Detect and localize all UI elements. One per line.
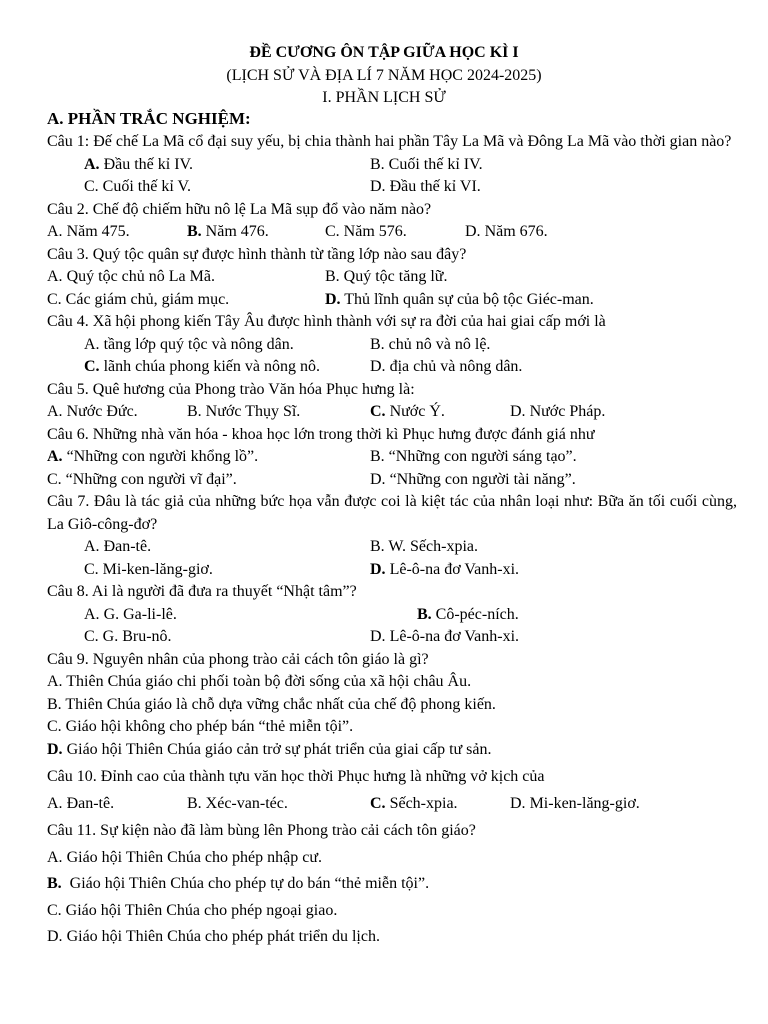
option-d xyxy=(47,926,380,949)
option-row xyxy=(47,446,737,469)
option-c xyxy=(84,176,191,199)
question-text: Câu 1: Đế chế La Mã cổ đại suy yếu, bị chia thành hai phần Tây La Mã và Đông La Mã vào thời gian nào? xyxy=(47,133,732,150)
option-c xyxy=(370,793,458,816)
option-c xyxy=(84,559,213,582)
part-heading: I. PHẦN LỊCH SỬ xyxy=(322,89,446,106)
option-b xyxy=(47,873,429,896)
option-d xyxy=(325,289,594,312)
option-letter: C. xyxy=(370,794,386,812)
option-a xyxy=(47,266,215,289)
option-d xyxy=(370,469,576,492)
question-text: Câu 5. Quê hương của Phong trào Văn hóa Phục hưng là: xyxy=(47,380,415,398)
option-letter: B. xyxy=(370,448,385,465)
option-letter: D. xyxy=(370,470,386,488)
question-text: Câu 6. Những nhà văn hóa - khoa học lớn trong thời kì Phục hưng được đánh giá như xyxy=(47,425,595,443)
option-letter: D. xyxy=(370,560,386,578)
option-text: Năm 676. xyxy=(480,223,548,240)
option-text: Cuối thế kỉ IV. xyxy=(384,155,483,173)
question-10 xyxy=(47,766,737,815)
option-letter: B. xyxy=(187,794,202,812)
option-d xyxy=(370,176,481,199)
option-letter: B. xyxy=(370,155,385,173)
option-row xyxy=(47,221,737,244)
option-letter: A. xyxy=(47,848,63,866)
option-b xyxy=(370,334,490,357)
option-letter: A. xyxy=(84,605,100,623)
option-row xyxy=(47,356,737,379)
option-b xyxy=(187,793,288,816)
question-11 xyxy=(47,820,737,949)
option-text: Lê-ô-na đơ Vanh-xi. xyxy=(385,628,520,645)
option-text: Năm 476. xyxy=(201,223,269,240)
option-row xyxy=(47,847,737,870)
option-row xyxy=(47,154,737,177)
question-6 xyxy=(47,424,737,492)
option-text: Nước Đức. xyxy=(62,403,138,420)
option-letter: A. xyxy=(84,155,100,173)
option-a xyxy=(47,221,130,244)
option-c xyxy=(84,356,320,379)
question-9 xyxy=(47,649,737,762)
option-row xyxy=(47,559,737,582)
option-text: tầng lớp quý tộc và nông dân. xyxy=(99,335,294,353)
option-letter: C. xyxy=(84,358,100,375)
option-text: Sếch-xpia. xyxy=(385,794,458,812)
option-c xyxy=(47,289,229,312)
option-letter: A. xyxy=(47,403,63,420)
option-a xyxy=(47,401,138,424)
option-c xyxy=(47,716,353,739)
option-c xyxy=(47,900,337,923)
option-text: Đầu thế kỉ VI. xyxy=(385,178,481,195)
question-5 xyxy=(47,379,737,424)
option-row xyxy=(47,334,737,357)
option-a xyxy=(84,536,151,559)
option-text: Xéc-van-téc. xyxy=(201,794,288,812)
option-b xyxy=(370,536,478,559)
option-b xyxy=(370,446,577,469)
option-letter: D. xyxy=(510,794,526,812)
option-letter: D. xyxy=(510,403,526,420)
option-row xyxy=(47,694,737,717)
option-letter: B. xyxy=(187,223,202,240)
option-letter: A. xyxy=(47,673,63,690)
option-text: “Những con người sáng tạo”. xyxy=(384,448,577,465)
question-text: Câu 3. Quý tộc quân sự được hình thành từ tầng lớp nào sau đây? xyxy=(47,245,467,263)
option-text: Mi-ken-lăng-giơ. xyxy=(525,794,640,812)
option-letter: D. xyxy=(47,740,63,758)
document-header xyxy=(0,0,768,110)
option-letter: C. xyxy=(47,718,62,735)
option-letter: A. xyxy=(47,448,63,465)
option-letter: B. xyxy=(417,605,432,623)
question-1 xyxy=(47,131,737,199)
option-a xyxy=(47,671,471,694)
option-text: “Những con người khổng lồ”. xyxy=(62,448,259,465)
option-c xyxy=(84,626,172,649)
option-text: chủ nô và nô lệ. xyxy=(384,335,491,353)
option-row xyxy=(47,469,737,492)
option-letter: A. xyxy=(47,268,63,285)
option-text: Thủ lĩnh quân sự của bộ tộc Giéc-man. xyxy=(340,290,594,308)
option-text: Lê-ô-na đơ Vanh-xi. xyxy=(385,560,520,578)
option-row xyxy=(47,266,737,289)
option-c xyxy=(47,469,237,492)
option-text: “Những con người vĩ đại”. xyxy=(61,470,237,488)
option-text: Cuối thế kỉ V. xyxy=(98,178,191,195)
option-text: Thiên Chúa giáo là chỗ dựa vững chắc nhất của chế độ phong kiến. xyxy=(61,695,496,713)
option-a xyxy=(84,334,294,357)
option-letter: D. xyxy=(370,178,386,195)
question-7 xyxy=(47,491,737,581)
option-text: Quý tộc tăng lữ. xyxy=(339,268,448,285)
option-text: Giáo hội Thiên Chúa cho phép ngoại giao. xyxy=(61,901,338,919)
option-row xyxy=(47,900,737,923)
option-row xyxy=(47,793,737,816)
question-2 xyxy=(47,199,737,244)
option-row xyxy=(47,873,737,896)
option-row xyxy=(47,289,737,312)
option-b xyxy=(187,221,269,244)
option-row xyxy=(47,401,737,424)
option-text: Giáo hội không cho phép bán “thẻ miễn tội”. xyxy=(61,718,354,735)
option-letter: C. xyxy=(325,223,340,240)
question-4 xyxy=(47,311,737,379)
option-letter: D. xyxy=(47,928,63,945)
option-letter: B. xyxy=(47,695,62,713)
question-text: Câu 10. Đỉnh cao của thành tựu văn học thời Phục hưng là những vở kịch của xyxy=(47,768,545,785)
option-letter: D. xyxy=(325,290,341,308)
option-text: Đan-tê. xyxy=(62,794,115,812)
option-text: Giáo hội Thiên Chúa cho phép phát triển du lịch. xyxy=(62,928,380,945)
option-letter: A. xyxy=(47,223,63,240)
option-text: G. Bru-nô. xyxy=(98,628,172,645)
option-letter: D. xyxy=(465,223,481,240)
option-b xyxy=(417,604,519,627)
option-letter: C. xyxy=(47,901,62,919)
option-letter: C. xyxy=(84,178,99,195)
option-row xyxy=(47,176,737,199)
option-c xyxy=(325,221,407,244)
option-text: Giáo hội Thiên Chúa giáo cản trở sự phát triển của giai cấp tư sản. xyxy=(62,740,492,758)
option-letter: D. xyxy=(370,358,386,375)
option-text: Đầu thế kỉ IV. xyxy=(99,155,194,173)
option-a xyxy=(47,793,114,816)
option-a xyxy=(47,446,258,469)
option-row xyxy=(47,604,737,627)
option-c xyxy=(370,401,445,424)
option-b xyxy=(47,694,496,717)
option-d xyxy=(370,626,519,649)
option-letter: C. xyxy=(370,403,386,420)
question-3 xyxy=(47,244,737,312)
option-text: lãnh chúa phong kiến và nông nô. xyxy=(99,358,320,375)
question-text: Câu 11. Sự kiện nào đã làm bùng lên Phong trào cải cách tôn giáo? xyxy=(47,822,476,839)
option-letter: B. xyxy=(370,335,385,353)
option-letter: C. xyxy=(84,628,99,645)
option-a xyxy=(84,154,193,177)
option-b xyxy=(187,401,300,424)
section-heading: A. PHẦN TRẮC NGHIỆM: xyxy=(47,109,251,128)
option-letter: B. xyxy=(325,268,340,285)
option-text: Mi-ken-lăng-giơ. xyxy=(98,560,213,578)
option-letter: B. xyxy=(370,538,385,555)
option-row xyxy=(47,739,737,762)
option-letter: B. xyxy=(187,403,202,420)
option-row xyxy=(47,926,737,949)
option-d xyxy=(370,559,519,582)
option-text: Năm 576. xyxy=(339,223,407,240)
option-b xyxy=(370,154,483,177)
option-a xyxy=(84,604,177,627)
question-list xyxy=(47,131,737,953)
question-text: Câu 8. Ai là người đã đưa ra thuyết “Nhật tâm”? xyxy=(47,583,357,600)
option-letter: A. xyxy=(84,335,100,353)
option-letter: B. xyxy=(47,875,62,892)
question-text: Câu 4. Xã hội phong kiến Tây Âu được hình thành với sự ra đời của hai giai cấp mới là xyxy=(47,313,606,330)
option-text: Cô-péc-ních. xyxy=(431,605,519,623)
option-letter: C. xyxy=(84,560,99,578)
option-text: Đan-tê. xyxy=(99,538,152,555)
option-text: “Những con người tài năng”. xyxy=(385,470,576,488)
question-8 xyxy=(47,581,737,649)
option-letter: A. xyxy=(47,794,63,812)
option-letter: D. xyxy=(370,628,386,645)
question-text: Câu 9. Nguyên nhân của phong trào cải cách tôn giáo là gì? xyxy=(47,650,429,668)
option-d xyxy=(465,221,548,244)
question-text: Câu 2. Chế độ chiếm hữu nô lệ La Mã sụp đổ vào năm nào? xyxy=(47,200,432,218)
option-row xyxy=(47,671,737,694)
option-text: Nước Ý. xyxy=(385,403,445,420)
option-text: Giáo hội Thiên Chúa cho phép tự do bán “thẻ miễn tội”. xyxy=(61,875,430,892)
option-text: địa chủ và nông dân. xyxy=(385,358,523,375)
option-row xyxy=(47,716,737,739)
document-title: ĐỀ CƯƠNG ÔN TẬP GIỮA HỌC KÌ I xyxy=(249,44,519,61)
option-text: Quý tộc chủ nô La Mã. xyxy=(62,268,215,285)
option-b xyxy=(325,266,447,289)
option-text: Nước Thụy Sĩ. xyxy=(201,403,301,420)
option-d xyxy=(510,793,640,816)
option-letter: C. xyxy=(47,290,62,308)
option-d xyxy=(370,356,522,379)
option-letter: A. xyxy=(84,538,100,555)
option-d xyxy=(510,401,605,424)
option-letter: C. xyxy=(47,470,62,488)
option-d xyxy=(47,739,492,762)
option-row xyxy=(47,536,737,559)
option-text: W. Sếch-xpia. xyxy=(384,538,478,555)
option-text: Thiên Chúa giáo chi phối toàn bộ đời sống của xã hội châu Âu. xyxy=(62,673,472,690)
option-text: Năm 475. xyxy=(62,223,130,240)
option-text: Nước Pháp. xyxy=(525,403,606,420)
option-text: G. Ga-li-lê. xyxy=(99,605,177,623)
document-subtitle: (LỊCH SỬ VÀ ĐỊA LÍ 7 NĂM HỌC 2024-2025) xyxy=(226,66,542,84)
option-text: Các giám chủ, giám mục. xyxy=(61,290,230,308)
option-row xyxy=(47,626,737,649)
option-a xyxy=(47,847,322,870)
question-text: Câu 7. Đâu là tác giả của những bức họa vẫn được coi là kiệt tác của nhân loại như: Bữa ăn tối cuối cùng, La Giô-công-đơ? xyxy=(47,493,737,533)
option-text: Giáo hội Thiên Chúa cho phép nhập cư. xyxy=(62,848,322,866)
